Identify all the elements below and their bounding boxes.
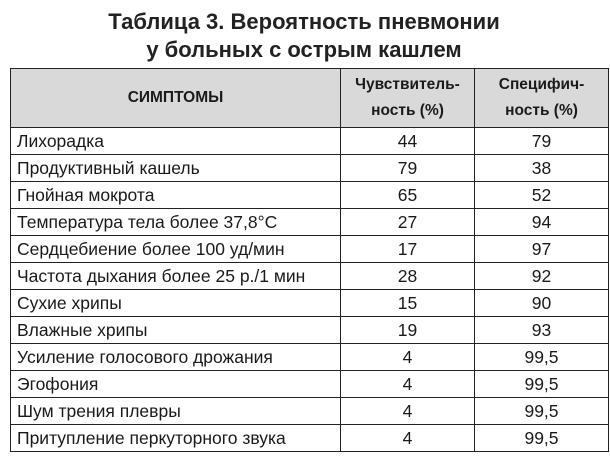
table-row [11,371,609,398]
sensitivity-cell: 79 [341,155,475,182]
table-row [11,290,609,317]
symptom-cell: Усиление голосового дрожания [11,344,341,371]
specificity-cell: 99,5 [475,398,609,425]
table-row [11,236,609,263]
header-sensitivity [341,69,475,128]
specificity-cell: 99,5 [475,425,609,452]
specificity-cell: 99,5 [475,371,609,398]
header-row [11,69,609,128]
table-row [11,209,609,236]
header-specificity-line1: Специфич- [498,76,585,93]
sensitivity-cell: 44 [341,128,475,155]
table-row [11,425,609,452]
specificity-cell: 93 [475,317,609,344]
specificity-cell: 94 [475,209,609,236]
header-specificity-line2: ность (%) [505,102,578,119]
sensitivity-cell: 65 [341,182,475,209]
symptom-cell: Продуктивный кашель [11,155,341,182]
specificity-cell: 79 [475,128,609,155]
symptom-cell: Частота дыхания более 25 р./1 мин [11,263,341,290]
symptom-cell: Влажные хрипы [11,317,341,344]
symptom-cell: Гнойная мокрота [11,182,341,209]
table-row [11,317,609,344]
sensitivity-cell: 27 [341,209,475,236]
table-row [11,128,609,155]
specificity-cell: 52 [475,182,609,209]
specificity-cell: 38 [475,155,609,182]
header-specificity [475,69,609,128]
symptom-cell: Притупление перкуторного звука [11,425,341,452]
table-row [11,344,609,371]
sensitivity-cell: 15 [341,290,475,317]
specificity-cell: 97 [475,236,609,263]
table-row [11,398,609,425]
symptom-cell: Сердцебиение более 100 уд/мин [11,236,341,263]
table-row [11,263,609,290]
header-sensitivity-line2: ность (%) [371,102,444,119]
specificity-cell: 92 [475,263,609,290]
symptom-cell: Температура тела более 37,8°С [11,209,341,236]
sensitivity-cell: 4 [341,371,475,398]
table-row [11,182,609,209]
header-sensitivity-line1: Чувствитель- [355,76,460,93]
title-line-2: у больных с острым кашлем [146,37,462,62]
sensitivity-cell: 4 [341,344,475,371]
document-page [2,2,606,470]
symptom-cell: Лихорадка [11,128,341,155]
sensitivity-cell: 19 [341,317,475,344]
title-line-1: Таблица 3. Вероятность пневмонии [108,9,500,34]
symptom-cell: Сухие хрипы [11,290,341,317]
header-symptoms: СИМПТОМЫ [11,69,341,128]
symptom-cell: Шум трения плевры [11,398,341,425]
sensitivity-cell: 28 [341,263,475,290]
sensitivity-cell: 17 [341,236,475,263]
table-row [11,155,609,182]
specificity-cell: 99,5 [475,344,609,371]
sensitivity-cell: 4 [341,425,475,452]
table-title [2,8,606,64]
specificity-cell: 90 [475,290,609,317]
symptom-cell: Эгофония [11,371,341,398]
symptoms-table [10,68,609,452]
sensitivity-cell: 4 [341,398,475,425]
